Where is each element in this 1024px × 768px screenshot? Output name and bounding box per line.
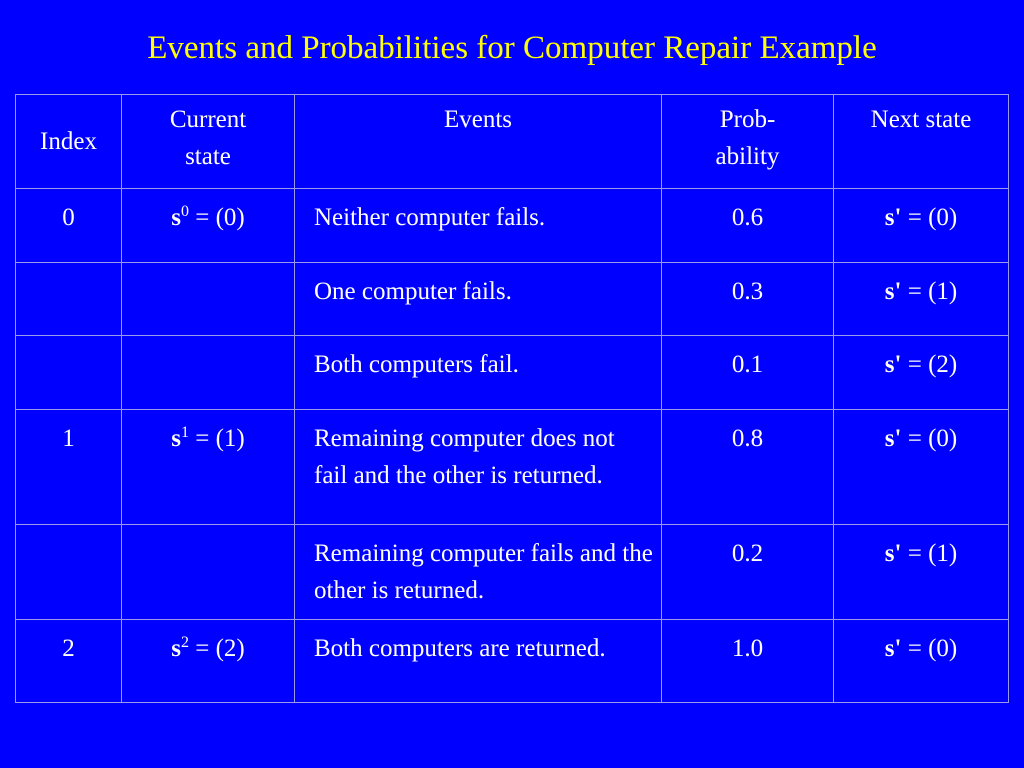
state-superscript: 0 xyxy=(180,203,189,220)
table-header-row xyxy=(16,95,1009,189)
table-row xyxy=(16,410,1009,525)
probability-value: 0.8 xyxy=(731,425,764,452)
current-state-cell xyxy=(122,620,295,703)
state-superscript: 2 xyxy=(180,634,189,651)
event-text: Neither computer fails. xyxy=(314,204,546,231)
index-cell xyxy=(16,525,122,620)
index-value xyxy=(16,263,121,273)
next-state-cell xyxy=(834,189,1009,263)
probability-cell xyxy=(662,189,834,263)
header-current-state xyxy=(122,95,295,189)
probability-value: 0.2 xyxy=(731,540,764,567)
current-state-cell xyxy=(122,189,295,263)
current-state-cell xyxy=(122,263,295,336)
index-cell xyxy=(16,189,122,263)
probability-cell xyxy=(662,620,834,703)
probability-value: 0.1 xyxy=(731,351,764,378)
current-state-cell xyxy=(122,410,295,525)
table-row xyxy=(16,263,1009,336)
probability-cell xyxy=(662,336,834,410)
probability-value: 0.3 xyxy=(731,278,764,305)
header-current-state-line2: state xyxy=(185,143,231,170)
state-symbol: s xyxy=(171,204,181,231)
next-state-symbol: s' xyxy=(884,635,902,662)
current-state-cell xyxy=(122,336,295,410)
event-cell xyxy=(295,263,662,336)
next-state-symbol: s' xyxy=(884,425,902,452)
state-value: = (0) xyxy=(188,204,245,231)
transition-table xyxy=(15,94,1009,703)
current-state-cell xyxy=(122,525,295,620)
event-cell xyxy=(295,620,662,703)
index-value xyxy=(16,525,121,535)
next-state-symbol: s' xyxy=(884,540,902,567)
index-cell xyxy=(16,620,122,703)
next-state-value: = (0) xyxy=(901,204,958,231)
probability-cell xyxy=(662,525,834,620)
next-state-value: = (1) xyxy=(901,278,958,305)
event-cell xyxy=(295,336,662,410)
event-cell xyxy=(295,410,662,525)
state-value: = (1) xyxy=(188,425,245,452)
header-current-state-line1: Current xyxy=(169,106,247,133)
probability-value: 1.0 xyxy=(731,635,764,662)
index-value xyxy=(16,336,121,346)
header-probability xyxy=(662,95,834,189)
index-value: 2 xyxy=(62,635,75,662)
event-text: Both computers are returned. xyxy=(314,635,606,662)
slide-title: Events and Probabilities for Computer Repair Example xyxy=(147,30,877,66)
next-state-cell xyxy=(834,336,1009,410)
index-cell xyxy=(16,336,122,410)
state-symbol: s xyxy=(171,425,181,452)
next-state-value: = (1) xyxy=(901,540,958,567)
next-state-symbol: s' xyxy=(884,351,902,378)
index-cell xyxy=(16,410,122,525)
table-row xyxy=(16,189,1009,263)
header-events-label: Events xyxy=(443,106,513,133)
index-value: 0 xyxy=(62,204,75,231)
header-probability-line2: ability xyxy=(715,143,780,170)
next-state-value: = (2) xyxy=(901,351,958,378)
event-cell xyxy=(295,525,662,620)
table-row xyxy=(16,620,1009,703)
header-index-label: Index xyxy=(40,128,97,155)
state-superscript: 1 xyxy=(180,424,189,441)
next-state-cell xyxy=(834,410,1009,525)
probability-cell xyxy=(662,410,834,525)
event-text: One computer fails. xyxy=(314,278,512,305)
table-row xyxy=(16,525,1009,620)
next-state-value: = (0) xyxy=(901,635,958,662)
next-state-value: = (0) xyxy=(901,425,958,452)
next-state-cell xyxy=(834,620,1009,703)
index-value: 1 xyxy=(62,425,75,452)
event-text: Remaining computer does not fail and the other is returned. xyxy=(314,425,615,489)
event-cell xyxy=(295,189,662,263)
next-state-symbol: s' xyxy=(884,278,902,305)
probability-value: 0.6 xyxy=(731,204,764,231)
next-state-symbol: s' xyxy=(884,204,902,231)
probability-cell xyxy=(662,263,834,336)
table-row xyxy=(16,336,1009,410)
state-symbol: s xyxy=(171,635,181,662)
header-probability-line1: Prob- xyxy=(719,106,776,133)
next-state-cell xyxy=(834,525,1009,620)
header-index xyxy=(16,95,122,189)
index-cell xyxy=(16,263,122,336)
event-text: Remaining computer fails and the other is returned. xyxy=(314,540,653,604)
state-value: = (2) xyxy=(188,635,245,662)
header-next-state-label: Next state xyxy=(870,106,972,133)
event-text: Both computers fail. xyxy=(314,351,519,378)
header-events xyxy=(295,95,662,189)
header-next-state xyxy=(834,95,1009,189)
next-state-cell xyxy=(834,263,1009,336)
